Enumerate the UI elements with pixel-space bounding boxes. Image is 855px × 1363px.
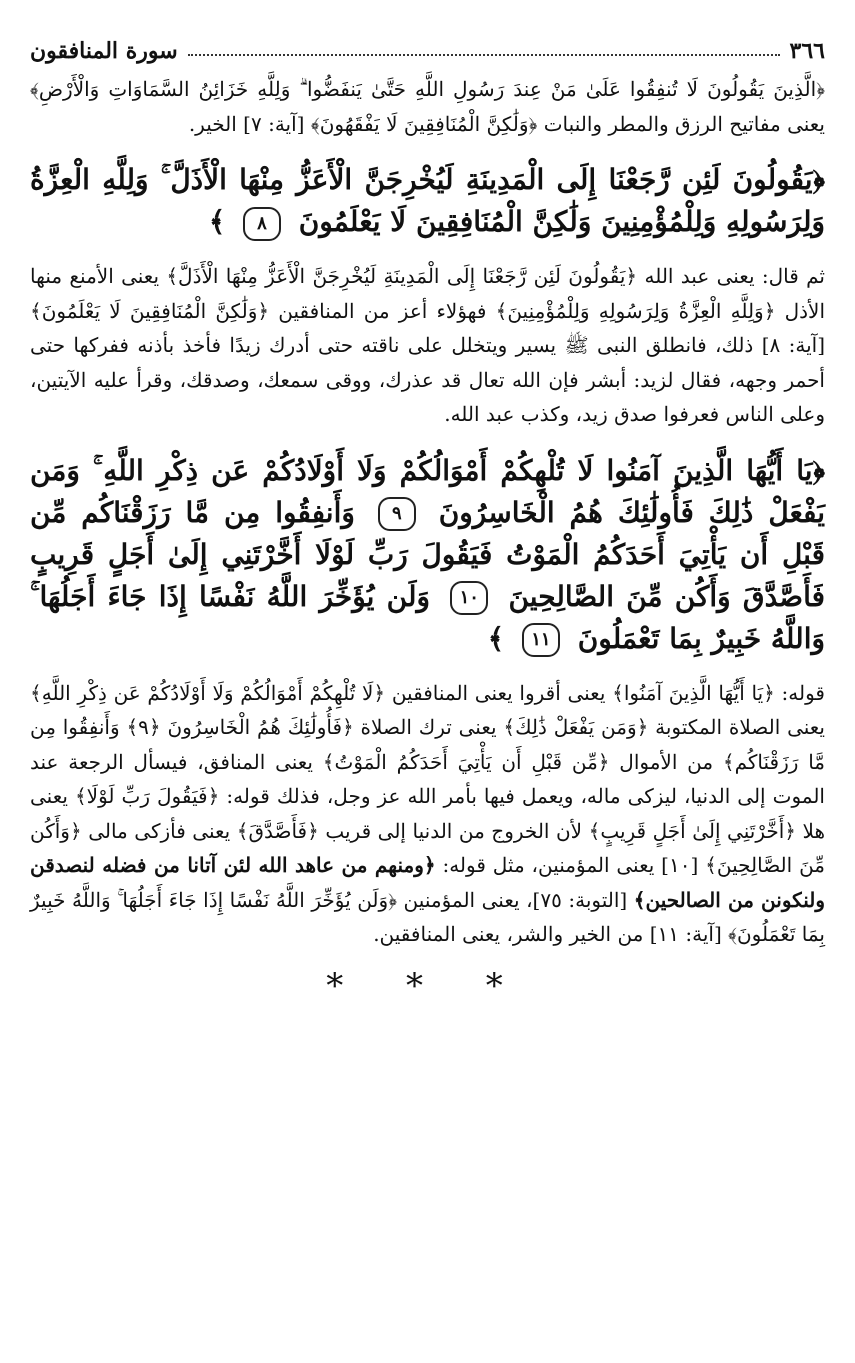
verse-text-9: ﴿يَا أَيُّهَا الَّذِينَ آمَنُوا لَا تُلْهِكُمْ أَمْوَالُكُمْ وَلَا أَوْلَادُكُمْ عَن ذِكْرِ اللَّهِ ۚ وَمَن يَفْعَلْ ذَٰلِكَ فَأُولَٰئِكَ هُمُ الْخَاسِرُونَ xyxy=(30,453,825,529)
verse-block-9-11 xyxy=(30,450,825,660)
page-header xyxy=(30,30,825,64)
verse-text-11: وَلَن يُؤَخِّرَ اللَّهُ نَفْسًا إِذَا جَاءَ أَجَلُهَا ۚ وَاللَّهُ خَبِيرٌ بِمَا تَعْمَلُونَ xyxy=(30,579,825,655)
commentary-text: قوله: ﴿يَا أَيُّهَا الَّذِينَ آمَنُوا﴾ يعنى أقروا يعنى المنافقين ﴿لَا تُلْهِكُمْ أَمْوَالُكُمْ وَلَا أَوْلَادُكُمْ عَن ذِكْرِ اللَّهِ﴾ يعنى الصلاة المكتوبة ﴿وَمَن يَفْعَلْ ذَٰلِكَ﴾ يعنى ترك الصلاة ﴿فَأُولَٰئِكَ هُمُ الْخَاسِرُونَ ﴿٩﴾ وَأَنفِقُوا مِن مَّا رَزَقْنَاكُم﴾ من الأموال ﴿مِّن قَبْلِ أَن يَأْتِيَ أَحَدَكُمُ الْمَوْتُ﴾ يعنى المنافق، فيسأل الرجعة عند الموت إلى الدنيا، ليزكى ماله، ويعمل فيها بأمر الله عز وجل، فذلك قوله: ﴿فَيَقُولَ رَبِّ لَوْلَا﴾ يعنى هلا ﴿أَخَّرْتَنِي إِلَىٰ أَجَلٍ قَرِيبٍ﴾ لأن الخروج من الدنيا إلى قريب ﴿فَأَصَّدَّقَ﴾ يعنى فأزكى مالى ﴿وَأَكُن مِّنَ الصَّالِحِينَ﴾ [١٠] يعنى المؤمنين، مثل قوله: xyxy=(30,680,826,877)
section-separator: * * * xyxy=(326,965,529,1006)
surah-title: سورة المنافقون xyxy=(30,38,178,64)
quoted-verse-bold: ﴿ومنهم من عاهد الله لئن آتانا من فضله لنصدقن ولنكونن من الصالحين﴾ xyxy=(30,853,826,912)
verse-text-10: وَأَنفِقُوا مِن مَّا رَزَقْنَاكُم مِّن قَبْلِ أَن يَأْتِيَ أَحَدَكُمُ الْمَوْتُ فَيَقُولَ رَبِّ لَوْلَا أَخَّرْتَنِي إِلَىٰ أَجَلٍ قَرِيبٍ فَأَصَّدَّقَ وَأَكُن مِّنَ الصَّالِحِينَ xyxy=(30,495,825,613)
verse-block-8 xyxy=(30,159,825,243)
verse-number-marker-10: ١٠ xyxy=(450,581,488,615)
verse-text-8: ﴿يَقُولُونَ لَئِن رَّجَعْنَا إِلَى الْمَدِينَةِ لَيُخْرِجَنَّ الْأَعَزُّ مِنْهَا الْأَذَلَّ ۚ وَلِلَّهِ الْعِزَّةُ وَلِرَسُولِهِ وَلِلْمُؤْمِنِينَ وَلَٰكِنَّ الْمُنَافِقِينَ لَا يَعْلَمُونَ xyxy=(30,163,825,238)
page xyxy=(30,30,825,1340)
verse-number-marker-8: ٨ xyxy=(243,207,281,241)
commentary-paragraph-2: ثم قال: يعنى عبد الله ﴿يَقُولُونَ لَئِن رَّجَعْنَا إِلَى الْمَدِينَةِ لَيُخْرِجَنَّ الْأَعَزُّ مِنْهَا الْأَذَلَّ﴾ يعنى الأمنع منها الأذل ﴿وَلِلَّهِ الْعِزَّةُ وَلِرَسُولِهِ وَلِلْمُؤْمِنِينَ﴾ فهؤلاء أعز من المنافقين ﴿وَلَٰكِنَّ الْمُنَافِقِينَ لَا يَعْلَمُونَ﴾ [آية: ٨] ذلك، فانطلق النبى ﷺ يسير ويتخلل على ناقته حتى أدرك زيدًا فأخذ بأذنه ففركها حتى أحمر وجهه، فقال لزيد: أبشر فإن الله تعال قد عذرك، ووقى سمعك، وصدقك، وقرأ عليه الآيتين، وعلى الناس فعرفوا صدق زيد، وكذب عبد الله. xyxy=(30,264,825,426)
commentary-paragraph-3 xyxy=(30,676,825,952)
header-dotted-leader xyxy=(188,54,780,56)
page-number: ٣٦٦ xyxy=(789,38,825,64)
commentary-paragraph-1: ﴿الَّذِينَ يَقُولُونَ لَا تُنفِقُوا عَلَىٰ مَنْ عِندَ رَسُولِ اللَّهِ حَتَّىٰ يَنفَضُّوا ۗ وَلِلَّهِ خَزَائِنُ السَّمَاوَاتِ وَالْأَرْضِ﴾ يعنى مفاتيح الرزق والمطر والنبات ﴿وَلَٰكِنَّ الْمُنَافِقِينَ لَا يَفْقَهُونَ﴾ [آية: ٧] الخير. xyxy=(30,77,825,136)
verse-number-marker-9: ٩ xyxy=(378,497,416,531)
verse-end-bracket: ﴾ xyxy=(487,621,505,655)
verse-number-marker-11: ١١ xyxy=(522,623,560,657)
commentary-text: [التوبة: ٧٥]، يعنى المؤمنين ﴿وَلَن يُؤَخِّرَ اللَّهُ نَفْسًا إِذَا جَاءَ أَجَلُهَا ۚ وَاللَّهُ خَبِيرٌ بِمَا تَعْمَلُونَ﴾ [آية: ١١] من الخير والشر، يعنى المنافقين. xyxy=(30,887,825,946)
verse-end-bracket: ﴾ xyxy=(208,205,226,238)
